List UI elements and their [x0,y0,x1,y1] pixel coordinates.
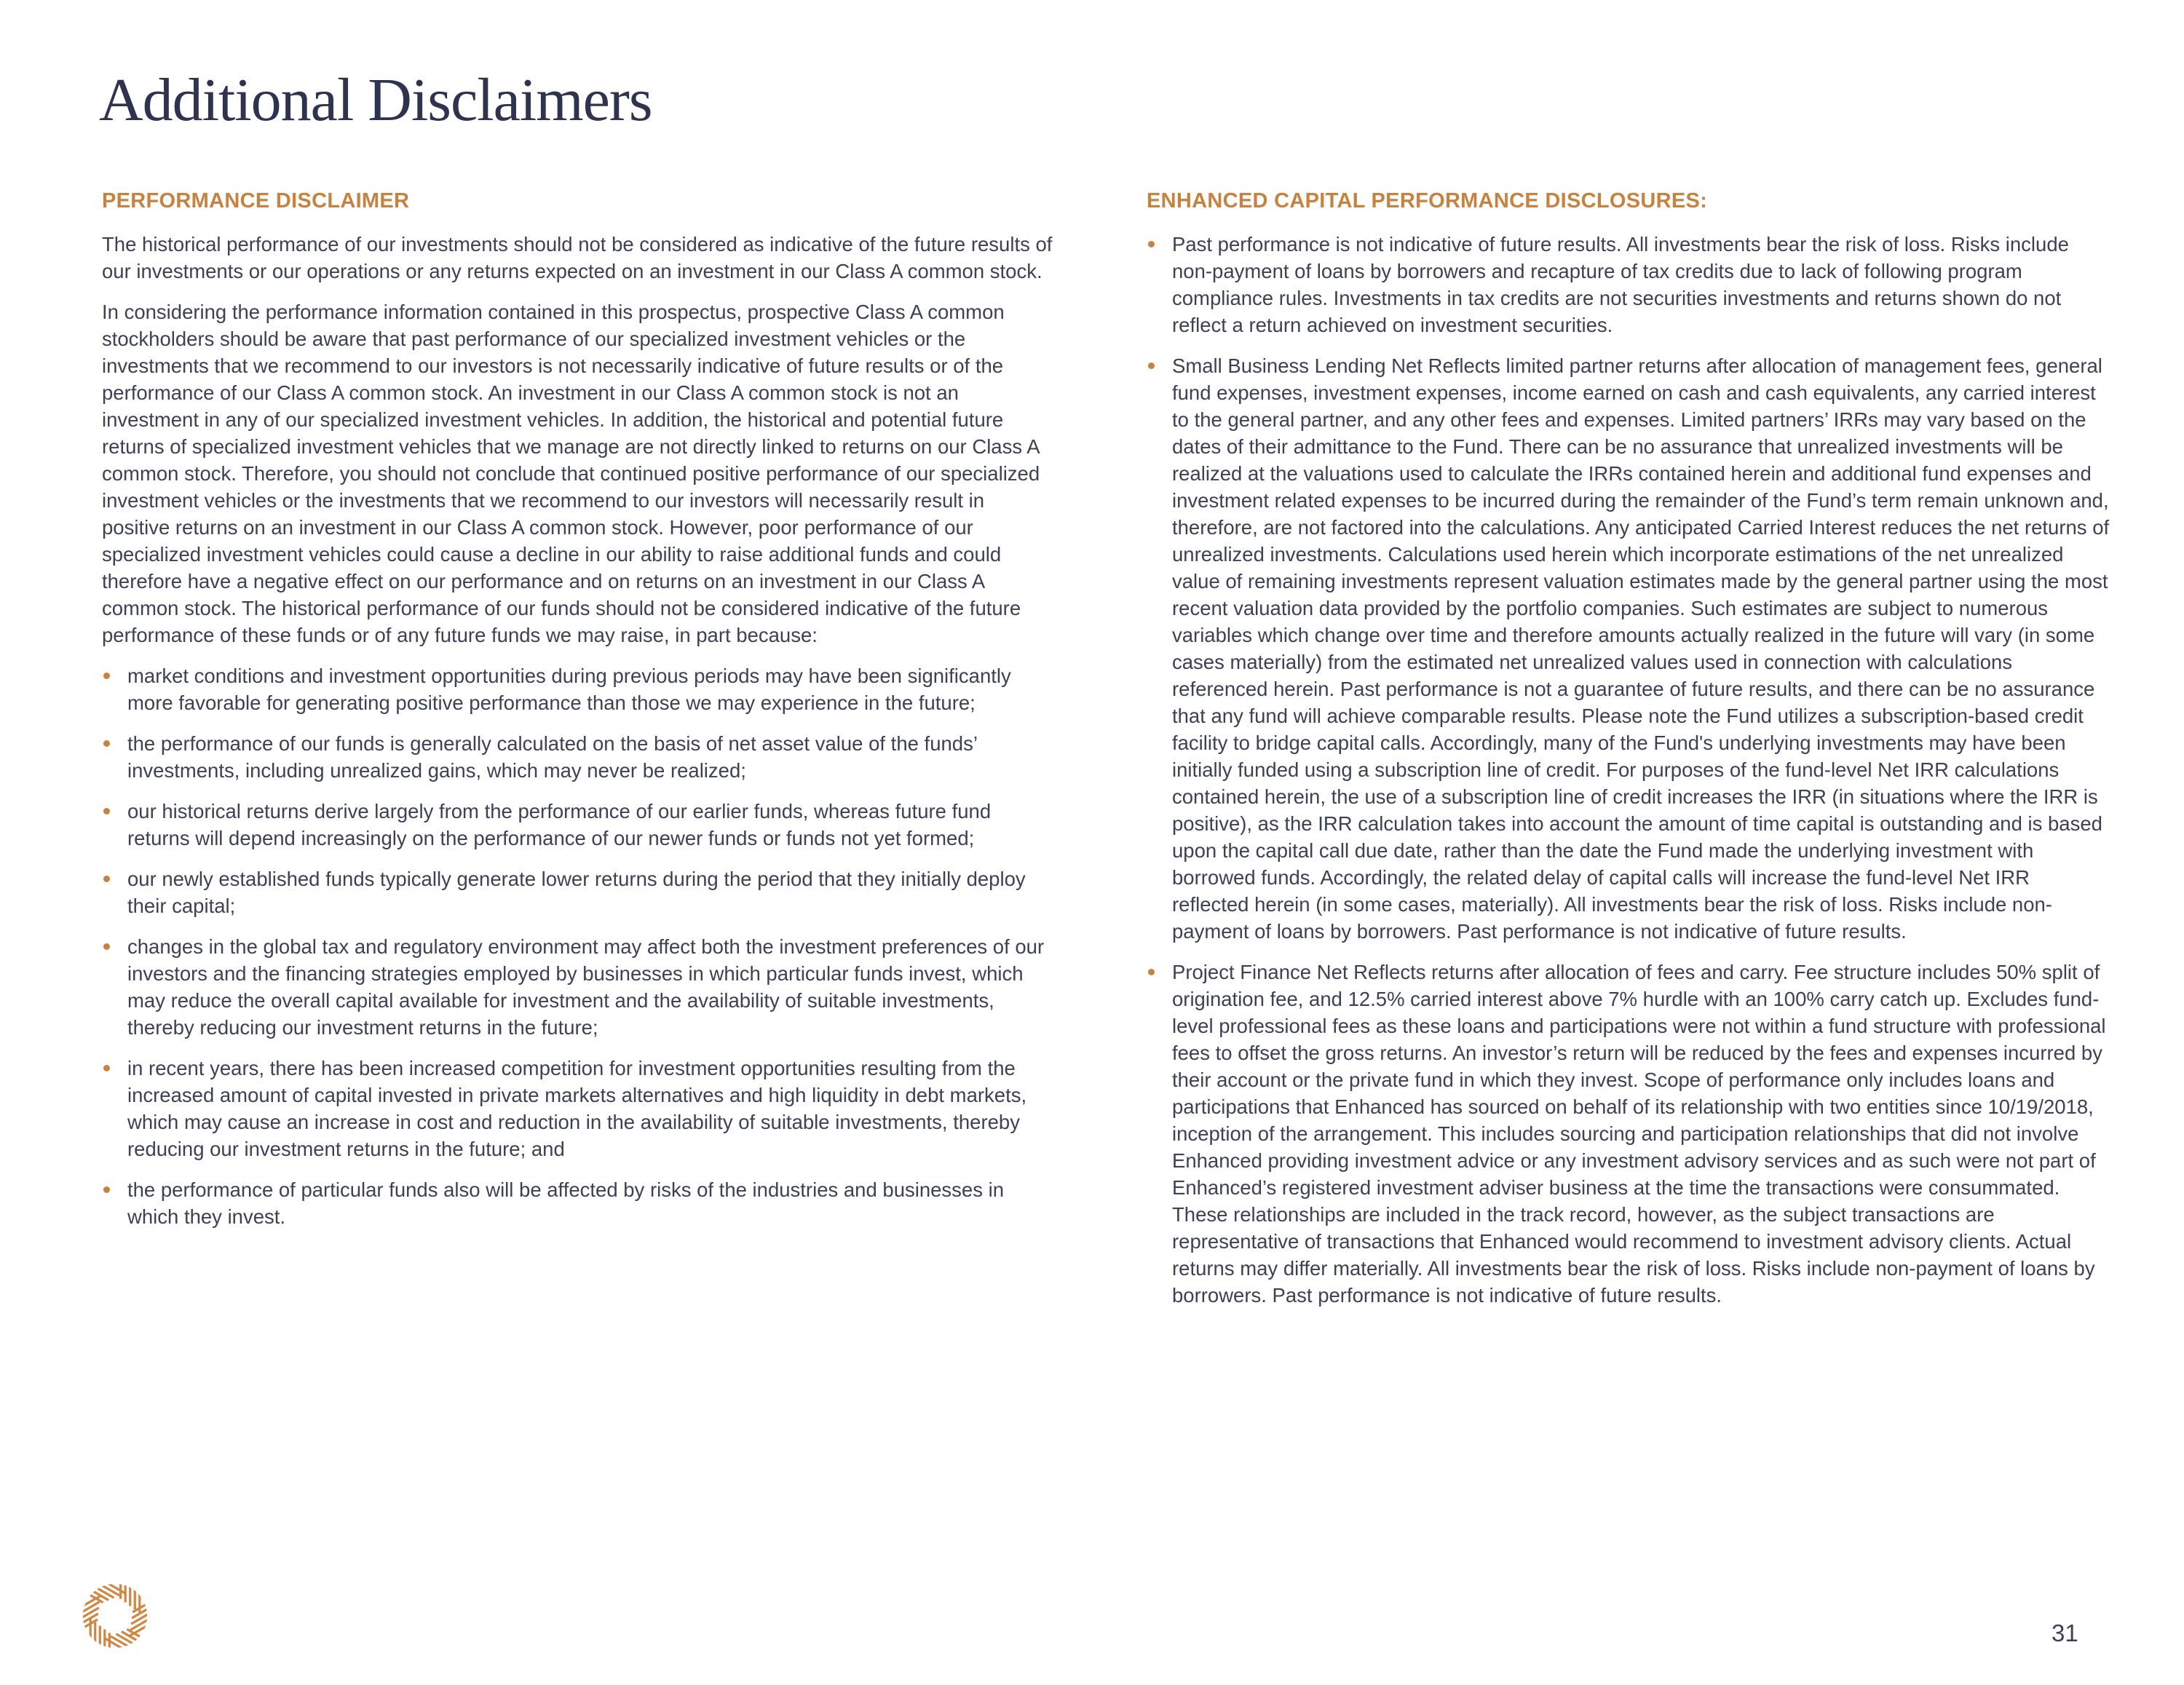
list-item [102,1055,1057,1162]
left-bullet-list [102,662,1057,1230]
bullet-text: Small Business Lending Net Reflects limited partner returns after allocation of management fees, general fund expenses, investment expenses, income earned on cash and cash equivalents, any carried interest to the general partner, and any other fees and expenses. Limited partners’ IRRs may vary based on the dates of their admittance to the Fund. There can be no assurance that unrealized investments will be realized at the valuations used to calculate the IRRs contained herein and additional fund expenses and investment related expenses to be incurred during the remainder of the Fund’s term remain unknown and, therefore, are not factored into the calculations. Any anticipated Carried Interest reduces the net returns of unrealized investments. Calculations used herein which incorporate estimations of the net unrealized value of remaining investments represent valuation estimates made by the general partner using the most recent valuation data provided by the portfolio companies. Such estimates are subject to numerous variables which change over time and therefore amounts actually realized in the future will vary (in some cases materially) from the estimated net unrealized values used in connection with calculations referenced herein. Past performance is not a guarantee of future results, and there can be no assurance that any fund will achieve comparable results. Please note the Fund utilizes a subscription-based credit facility to bridge capital calls. Accordingly, many of the Fund's underlying investments may have been initially funded using a subscription line of credit. For purposes of the fund-level Net IRR calculations contained herein, the use of a subscription line of credit increases the IRR (in situations where the IRR is positive), as the IRR calculation takes into account the amount of time capital is outstanding and is based upon the capital call due date, rather than the date the Fund made the underlying investment with borrowed funds. Accordingly, the related delay of capital calls will increase the fund-level Net IRR reflected herein (in some cases, materially). All investments bear the risk of loss. Risks include non-payment of loans by borrowers. Past performance is not indicative of future results. [1172,354,2110,943]
list-item [102,798,1057,852]
bullet-text: the performance of particular funds also will be affected by risks of the industries and businesses in which they invest. [127,1178,1005,1228]
list-item [102,730,1057,784]
list-item [102,662,1057,716]
bullet-text: market conditions and investment opportunities during previous periods may have been significantly more favorable for generating positive performance than those we may experience in the future; [127,665,1011,714]
enhanced-capital-disclosures-heading: ENHANCED CAPITAL PERFORMANCE DISCLOSURES: [1147,189,1708,213]
bullet-icon [103,1065,110,1071]
pinwheel-logo-icon [80,1581,150,1651]
list-item [1147,959,2111,1309]
bullet-text: our newly established funds typically generate lower returns during the period that they initially deploy their capital; [127,868,1026,917]
list-item [1147,352,2111,945]
page-number: 31 [2052,1619,2078,1646]
bullet-icon [103,808,110,814]
bullet-text: Project Finance Net Reflects returns after allocation of fees and carry. Fee structure includes 50% split of origination fee, and 12.5% carried interest above 7% hurdle with an 100% carry catch up. Excludes fund-level professional fees as these loans and participations were not within a fund structure with professional fees to offset the gross returns. An investor’s return will be reduced by the fees and expenses incurred by their account or the private fund in which they invest. Scope of performance only includes loans and participations that Enhanced has sourced on behalf of its relationship with two entities since 10/19/2018, inception of the arrangement. This includes sourcing and participation relationships that did not involve Enhanced providing investment advice or any investment advisory services and as such were not part of Enhanced’s registered investment adviser business at the time the transactions were consummated. These relationships are included in the track record, however, as the subject transactions are representative of transactions that Enhanced would recommend to investment advisory clients. Actual returns may differ materially. All investments bear the risk of loss. Risks include non-payment of loans by borrowers. Past performance is not indicative of future results. [1172,961,2106,1307]
right-bullet-list [1147,231,2111,1309]
bullet-text: changes in the global tax and regulatory environment may affect both the investment preferences of our investors and the financing strategies employed by businesses in which particular funds invest, which may reduce the overall capital available for investment and the availability of suitable investments, thereby reducing our investment returns in the future; [127,935,1045,1039]
list-item [1147,231,2111,338]
bullet-icon [103,876,110,882]
bullet-icon [1148,362,1155,369]
page-title: Additional Disclaimers [99,66,652,134]
paragraph: In considering the performance information contained in this prospectus, prospective Class A common stockholders should be aware that past performance of our specialized investment vehicles or the investments that we recommend to our investors is not necessarily indicative of future results or of the performance of our Class A common stock. An investment in our Class A common stock is not an investment in any of our specialized investment vehicles. In addition, the historical and potential future returns of specialized investment vehicles that we manage are not directly linked to returns on our Class A common stock. Therefore, you should not conclude that continued positive performance of our specialized investment vehicles or the investments that we recommend to our investors will necessarily result in positive returns on an investment in our Class A common stock. However, poor performance of our specialized investment vehicles could cause a decline in our ability to raise additional funds and could therefore have a negative effect on our performance and on returns on an investment in our Class A common stock. The historical performance of our funds should not be considered indicative of the future performance of these funds or of any future funds we may raise, in part because: [102,301,1040,646]
list-item [102,933,1057,1041]
list-item [102,865,1057,919]
bullet-icon [103,673,110,679]
bullet-icon [103,943,110,950]
paragraph: The historical performance of our investments should not be considered as indicative of the future results of our investments or our operations or any returns expected on an investment in our Class A common stock. [102,233,1053,282]
left-column [102,189,1057,1244]
bullet-text: in recent years, there has been increased competition for investment opportunities resulting from the increased amount of capital invested in private markets alternatives and high liquidity in debt markets, which may cause an increase in cost and reduction in the availability of suitable investments, thereby reducing our investment returns in the future; and [127,1057,1027,1160]
bullet-text: Past performance is not indicative of future results. All investments bear the risk of loss. Risks include non-payment of loans by borrowers and recapture of tax credits due to lack of following program compliance rules. Investments in tax credits are not securities investments and returns shown do not reflect a return achieved on investment securities. [1172,233,2069,336]
bullet-icon [1148,241,1155,247]
list-item [102,1176,1057,1230]
left-paragraphs [102,231,1057,649]
right-column [1147,189,2111,1323]
performance-disclaimer-heading: PERFORMANCE DISCLAIMER [102,189,410,213]
bullet-icon [1148,969,1155,975]
bullet-icon [103,1186,110,1193]
bullet-text: our historical returns derive largely from the performance of our earlier funds, whereas future fund returns will depend increasingly on the performance of our newer funds or funds not yet formed; [127,800,992,849]
bullet-text: the performance of our funds is generally calculated on the basis of net asset value of the funds’ investments, including unrealized gains, which may never be realized; [127,732,977,782]
bullet-icon [103,740,110,747]
